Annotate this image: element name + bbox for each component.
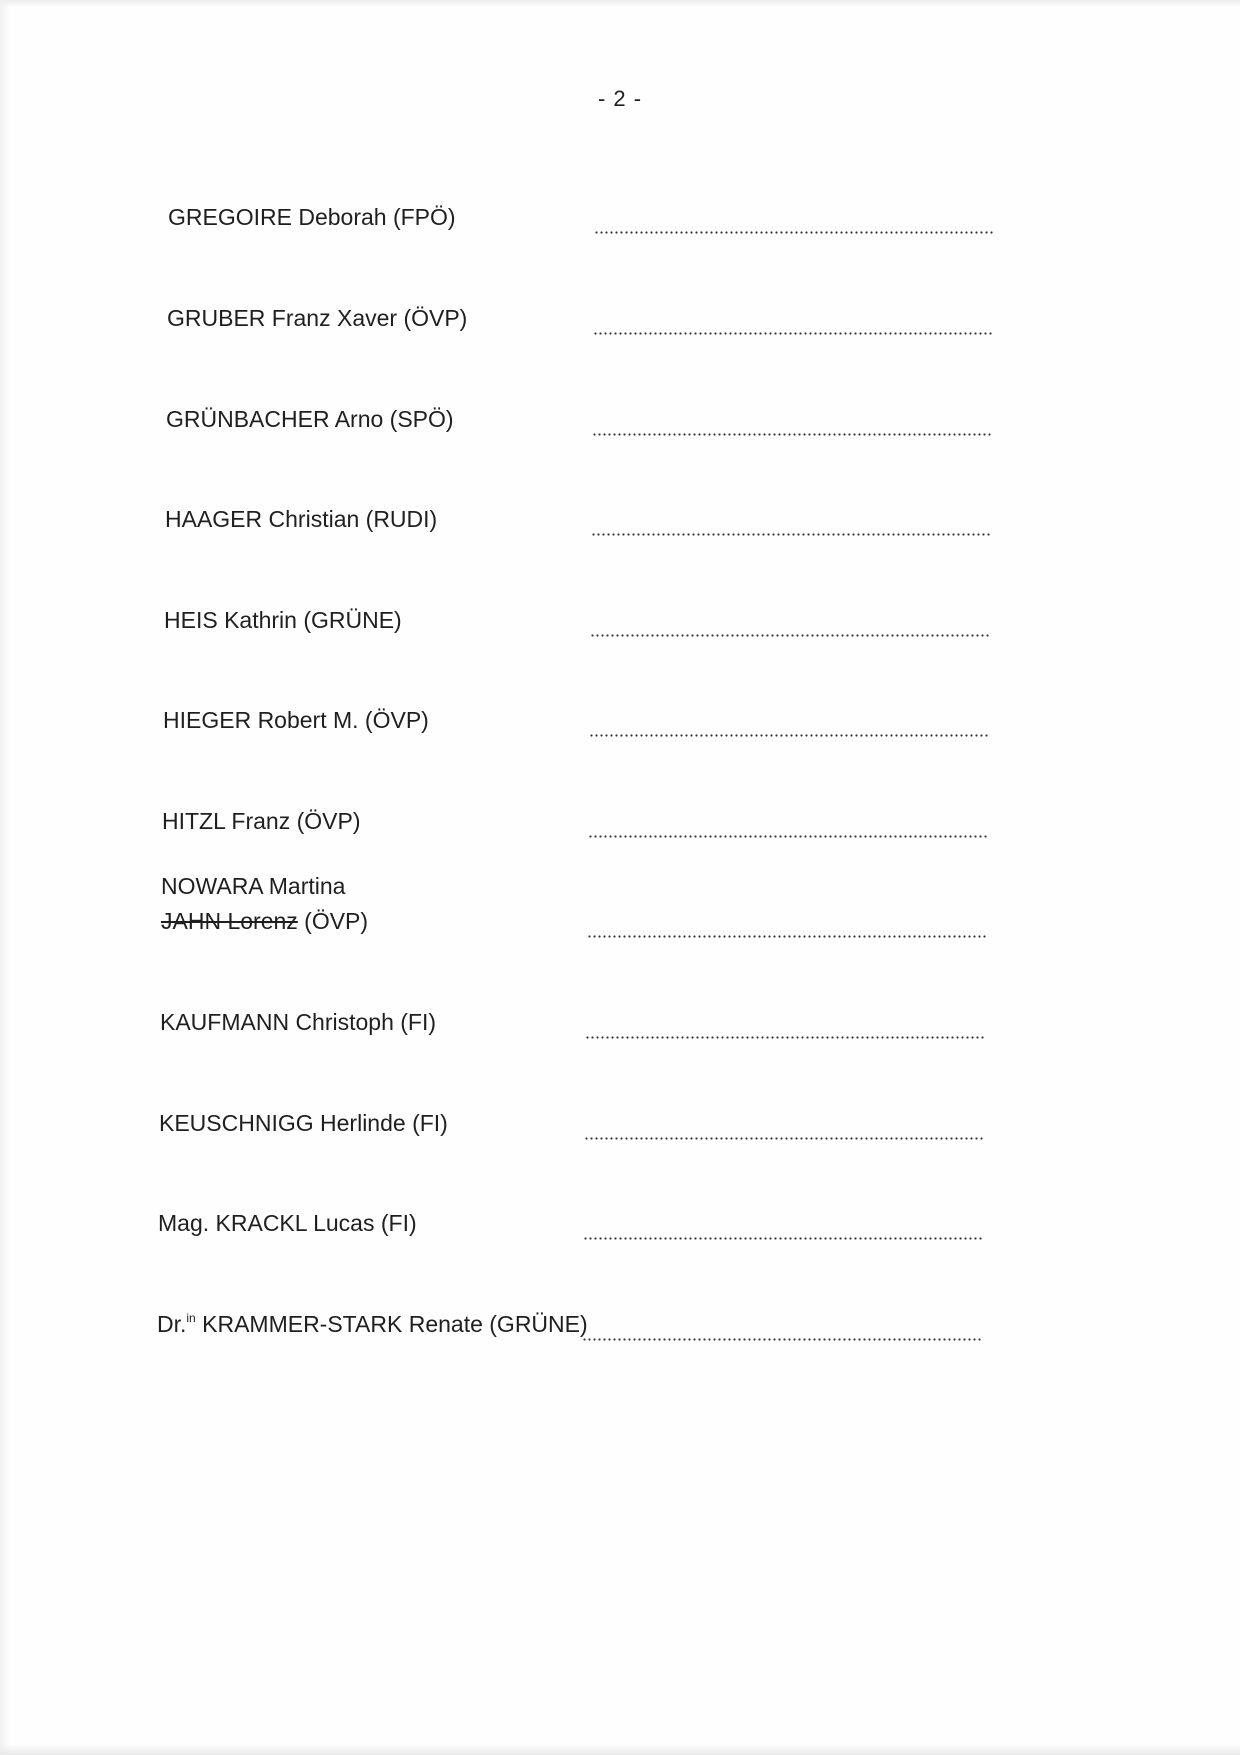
signature-line <box>594 231 994 234</box>
signatory-name: GREGOIRE Deborah (FPÖ) <box>168 204 456 231</box>
signatory-name: GRUBER Franz Xaver (ÖVP) <box>167 305 468 332</box>
signatory-row <box>167 271 1127 341</box>
signatory-name-with-title <box>157 1311 588 1339</box>
signature-line <box>591 533 991 536</box>
signatory-row <box>158 1176 1118 1246</box>
scan-edge-bottom <box>0 1744 1240 1755</box>
signatory-name-amended <box>161 873 368 936</box>
signatory-name: HEIS Kathrin (GRÜNE) <box>164 607 402 634</box>
signature-line <box>584 1137 984 1140</box>
signatory-name: KRAMMER-STARK Renate (GRÜNE) <box>202 1311 588 1338</box>
signature-line <box>593 332 993 335</box>
signature-line <box>582 1338 982 1341</box>
struck-name: JAHN Lorenz <box>161 908 298 935</box>
signature-line <box>587 935 987 938</box>
signatory-row <box>166 372 1126 442</box>
signature-line <box>585 1036 985 1039</box>
signatory-name: HITZL Franz (ÖVP) <box>162 808 361 835</box>
title-suffix: in <box>186 1311 196 1326</box>
party: (ÖVP) <box>304 908 369 935</box>
signatory-row <box>163 673 1123 743</box>
signatory-name: KEUSCHNIGG Herlinde (FI) <box>159 1110 448 1137</box>
signature-line <box>592 433 992 436</box>
signatory-row <box>161 874 1121 944</box>
signatory-name: Mag. KRACKL Lucas (FI) <box>158 1210 417 1237</box>
academic-title: Dr. <box>157 1311 187 1338</box>
scan-edge-left <box>0 0 10 1755</box>
signatory-row <box>164 573 1124 643</box>
signatory-row <box>159 1076 1119 1146</box>
signatory-row <box>168 170 1128 240</box>
page-number: - 2 - <box>597 86 643 111</box>
signature-line <box>589 734 989 737</box>
scan-edge-top <box>0 0 1240 7</box>
signatory-row <box>157 1277 1117 1347</box>
signatory-row <box>162 774 1122 844</box>
signatory-name: HIEGER Robert M. (ÖVP) <box>163 707 429 734</box>
signatory-row <box>160 975 1120 1045</box>
signature-line <box>583 1237 983 1240</box>
signature-line <box>590 634 990 637</box>
signatory-name: KAUFMANN Christoph (FI) <box>160 1009 437 1036</box>
replacement-name: NOWARA Martina <box>161 872 346 899</box>
signatory-row <box>165 472 1125 542</box>
signature-line <box>588 835 988 838</box>
signatory-name: GRÜNBACHER Arno (SPÖ) <box>166 406 454 433</box>
signatory-name: HAAGER Christian (RUDI) <box>165 506 438 533</box>
